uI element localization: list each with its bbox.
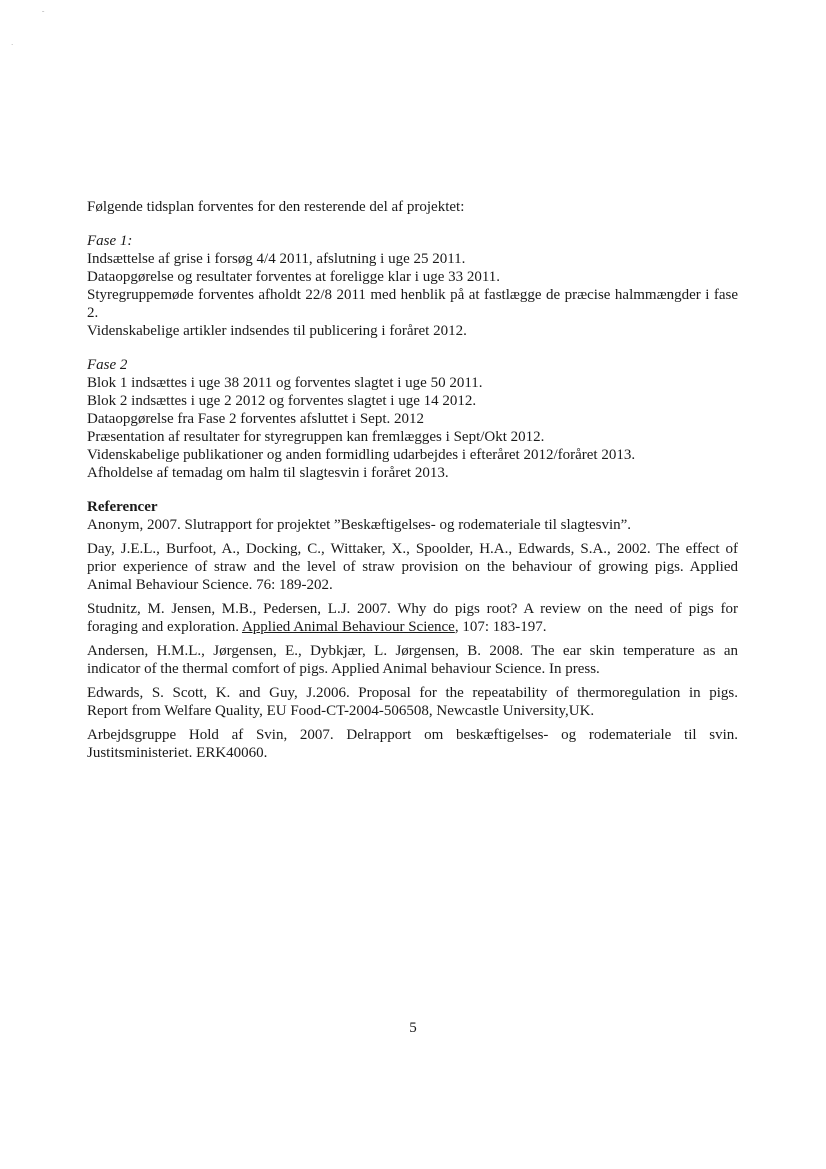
phase-2-line: Blok 2 indsættes i uge 2 2012 og forventes slagtet i uge 14 2012. xyxy=(87,393,477,409)
phase-1-title: Fase 1: xyxy=(87,233,133,249)
reference-text: Studnitz, M. Jensen, M.B., Pedersen, L.J. 2007. Why do pigs root? A review on the need of pigs for xyxy=(87,601,738,617)
reference-text: foraging and exploration. xyxy=(87,619,242,635)
reference-item xyxy=(87,600,738,636)
reference-text: Justitsministeriet. ERK40060. xyxy=(87,745,268,761)
reference-item xyxy=(87,684,738,720)
reference-item xyxy=(87,516,738,534)
reference-item xyxy=(87,642,738,678)
phase-2-title: Fase 2 xyxy=(87,357,128,373)
references-heading: Referencer xyxy=(87,499,158,515)
page-number: 5 xyxy=(409,1020,417,1036)
reference-text: Report from Welfare Quality, EU Food-CT-2004-506508, Newcastle University,UK. xyxy=(87,703,595,719)
phase-1-line: Videnskabelige artikler indsendes til publicering i foråret 2012. xyxy=(87,323,467,339)
phase-1-line: Dataopgørelse og resultater forventes at foreligge klar i uge 33 2011. xyxy=(87,269,501,285)
reference-item xyxy=(87,726,738,762)
phase-2-section xyxy=(87,356,738,482)
reference-text-line xyxy=(87,618,738,636)
intro-text: Følgende tidsplan forventes for den resterende del af projektet: xyxy=(87,199,465,215)
reference-text: Animal Behaviour Science. 76: 189-202. xyxy=(87,577,333,593)
phase-2-line: Videnskabelige publikationer og anden formidling udarbejdes i efteråret 2012/foråret 2013. xyxy=(87,447,636,463)
reference-text: prior experience of straw and the level of straw provision on the behaviour of growing pigs. Applied xyxy=(87,559,738,575)
phase-1-line: Styregruppemøde forventes afholdt 22/8 2011 med henblik på at fastlægge de præcise halmmængder i fase 2. xyxy=(87,287,738,321)
phase-2-line: Blok 1 indsættes i uge 38 2011 og forventes slagtet i uge 50 2011. xyxy=(87,375,483,391)
phase-2-line: Dataopgørelse fra Fase 2 forventes afsluttet i Sept. 2012 xyxy=(87,411,424,427)
reference-text: Arbejdsgruppe Hold af Svin, 2007. Delrapport om beskæftigelses- og rodemateriale til svin. xyxy=(87,727,738,743)
reference-item xyxy=(87,540,738,594)
scan-mark: ˇ xyxy=(42,10,45,18)
main-content xyxy=(87,198,738,768)
reference-text: , 107: 183-197. xyxy=(454,619,547,635)
scan-mark: ˊ xyxy=(11,43,14,51)
reference-text: indicator of the thermal comfort of pigs. Applied Animal behaviour Science. In press. xyxy=(87,661,600,677)
phase-1-line: Indsættelse af grise i forsøg 4/4 2011, afslutning i uge 25 2011. xyxy=(87,251,466,267)
phase-1-section xyxy=(87,232,738,340)
reference-text: Day, J.E.L., Burfoot, A., Docking, C., Wittaker, X., Spoolder, H.A., Edwards, S.A., 2002. The effect of xyxy=(87,541,738,557)
reference-text: Edwards, S. Scott, K. and Guy, J.2006. Proposal for the repeatability of thermoregulation in pigs. xyxy=(87,685,738,701)
reference-text: Andersen, H.M.L., Jørgensen, E., Dybkjær, L. Jørgensen, B. 2008. The ear skin temperature as an xyxy=(87,643,738,659)
phase-2-line: Afholdelse af temadag om halm til slagtesvin i foråret 2013. xyxy=(87,465,449,481)
phase-2-line: Præsentation af resultater for styregruppen kan fremlægges i Sept/Okt 2012. xyxy=(87,429,545,445)
reference-text: Anonym, 2007. Slutrapport for projektet ”Beskæftigelses- og rodemateriale til slagtesvin”. xyxy=(87,517,632,533)
journal-link[interactable]: Applied Animal Behaviour Science xyxy=(241,619,455,635)
references-section xyxy=(87,498,738,762)
